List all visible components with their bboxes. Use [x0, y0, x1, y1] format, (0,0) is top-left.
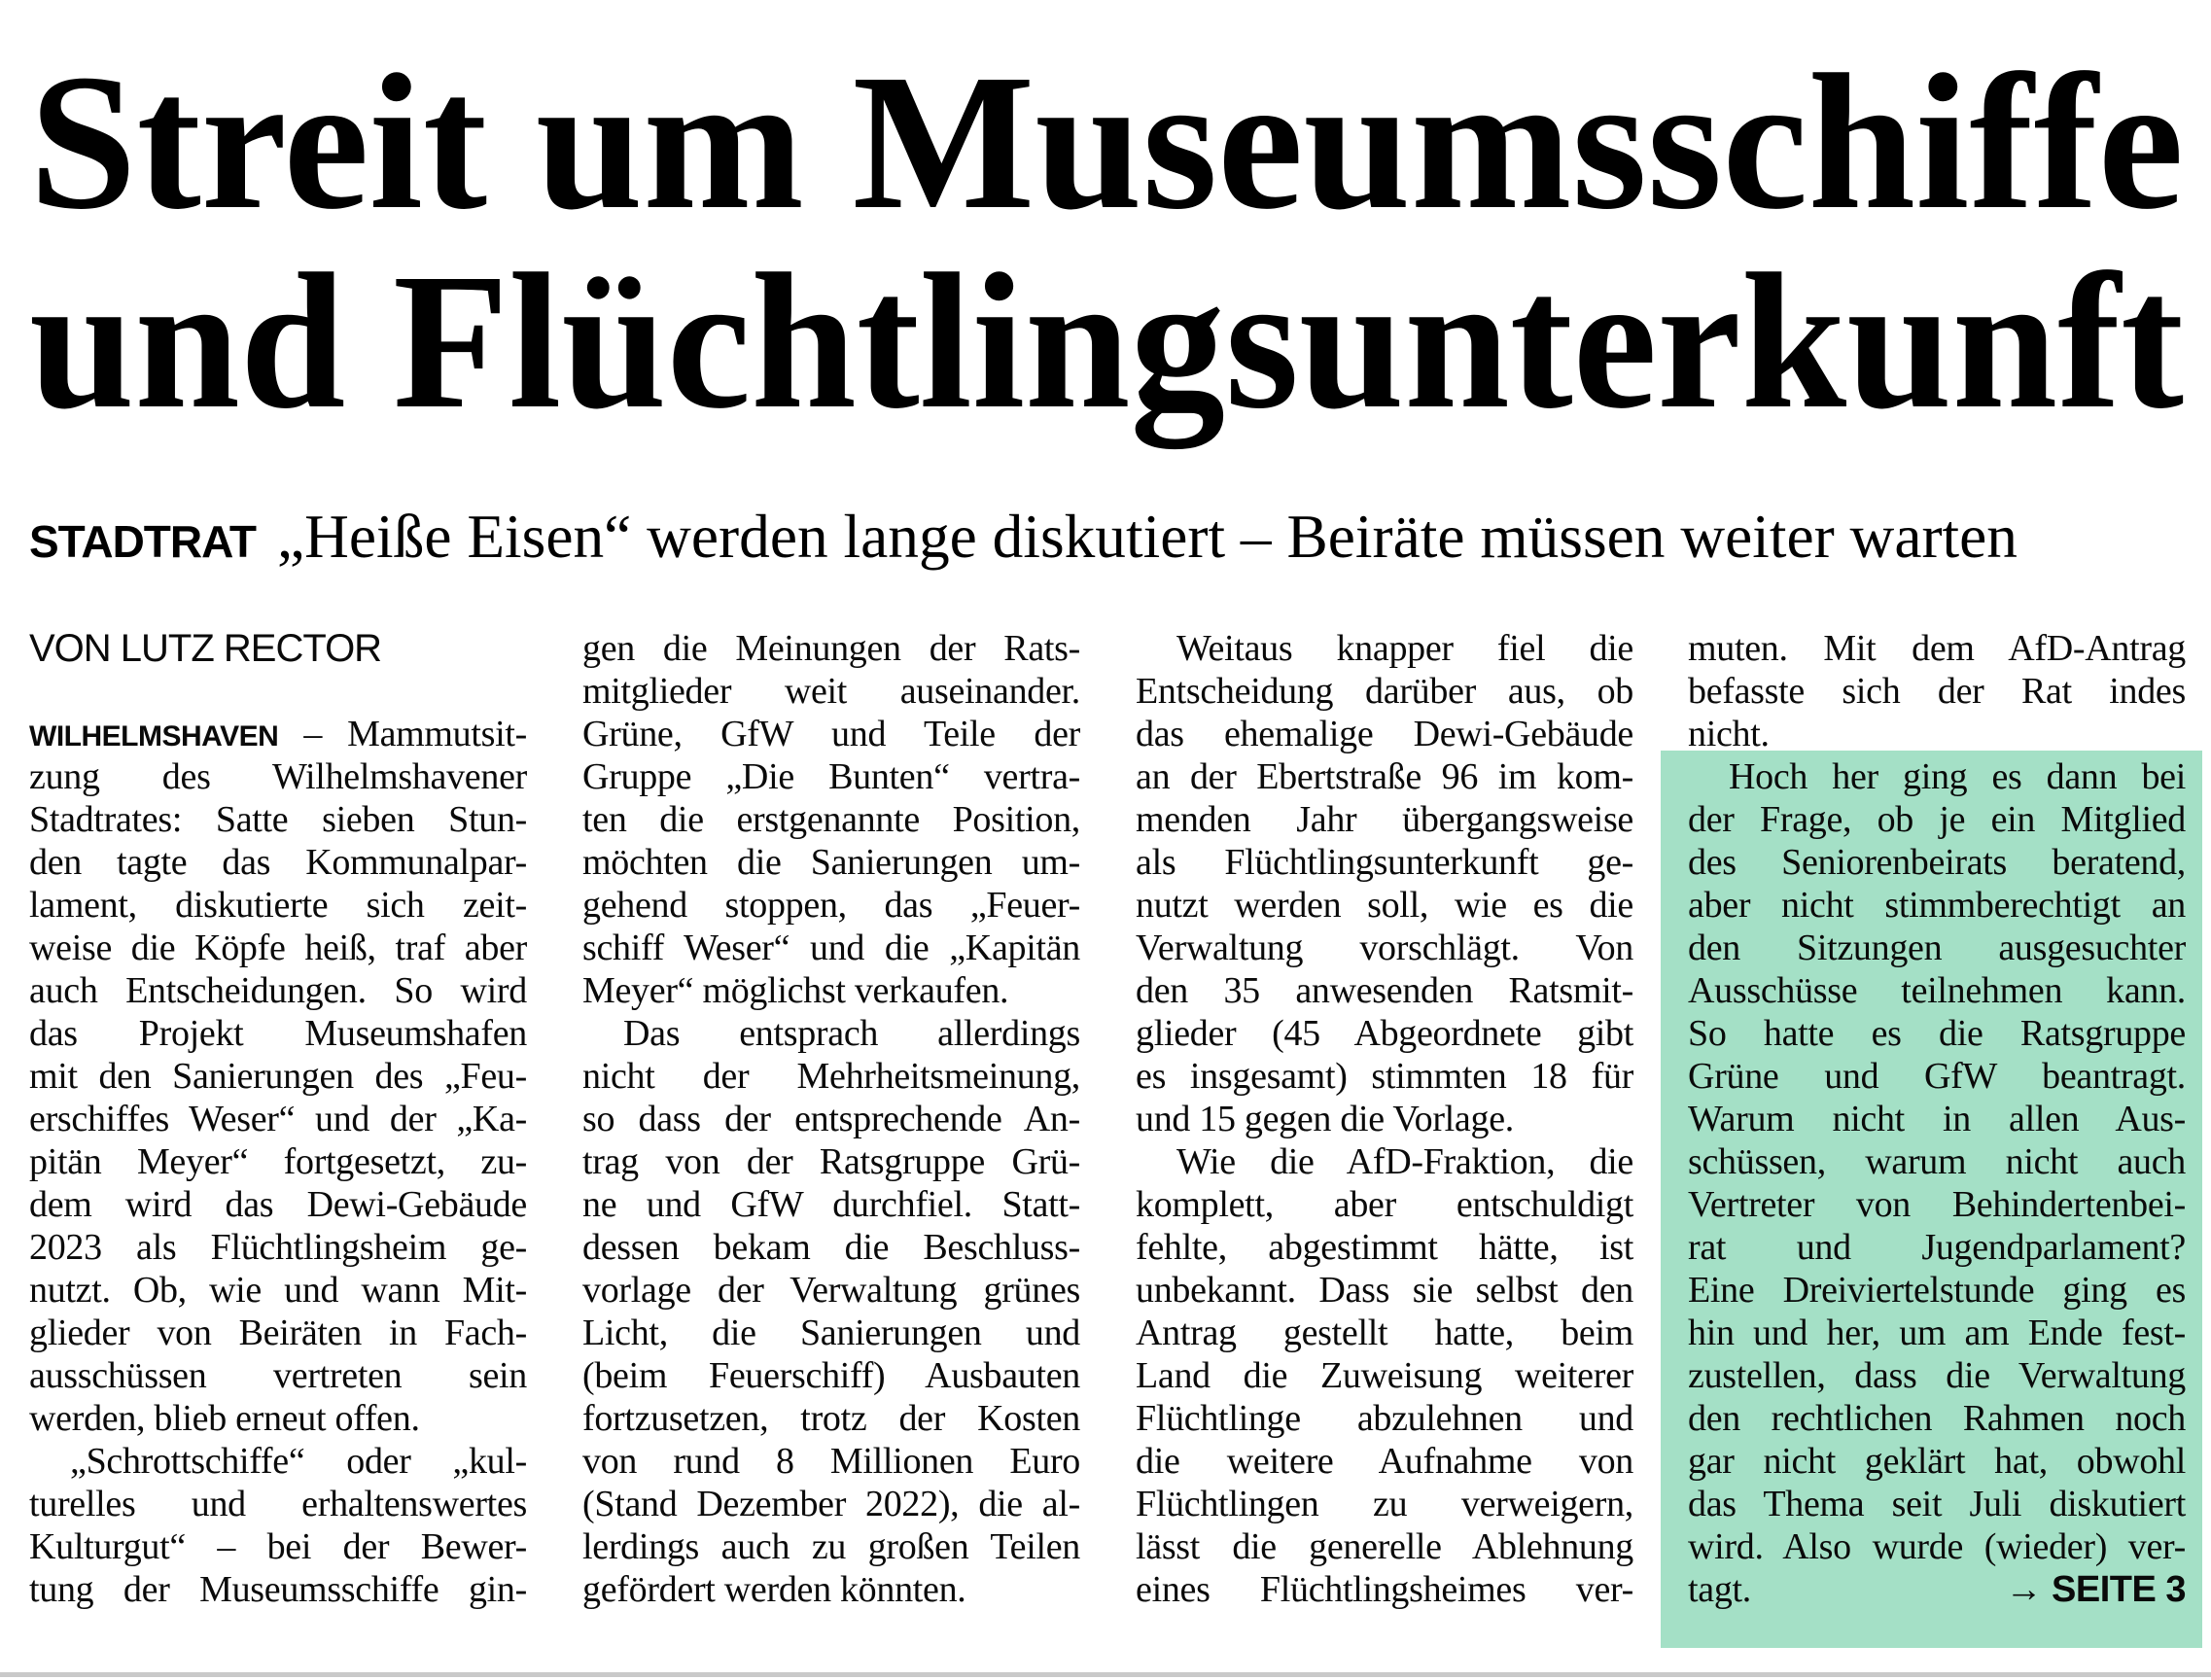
body-line: gar nicht geklärt hat, obwohl	[1688, 1441, 2186, 1482]
byline: VON LUTZ RECTOR	[29, 627, 382, 670]
body-line: den rechtlichen Rahmen noch	[1688, 1398, 2186, 1439]
article-column	[29, 713, 527, 1611]
body-line: gefördert werden könnten.	[582, 1569, 966, 1610]
body-line: von rund 8 Millionen Euro	[582, 1441, 1080, 1482]
body-line: ten die erstgenannte Position,	[582, 799, 1080, 840]
body-line: den tagte das Kommunalpar-	[29, 842, 527, 883]
body-line: als Flüchtlingsunterkunft ge-	[1136, 842, 1633, 883]
body-line: (Stand Dezember 2022), die al-	[582, 1484, 1080, 1524]
body-line: Entscheidung darüber aus, ob	[1136, 671, 1633, 712]
body-line: wird. Also wurde (wieder) ver-	[1688, 1526, 2186, 1567]
body-line: eines Flüchtlingsheimes ver-	[1136, 1569, 1633, 1610]
body-line: glieder von Beiräten in Fach-	[29, 1312, 527, 1353]
body-line: schiff Weser“ und die „Kapitän	[582, 928, 1080, 968]
body-line: rat und Jugendparlament?	[1688, 1227, 2186, 1268]
body-line: Antrag gestellt hatte, beim	[1136, 1312, 1633, 1353]
page-jump[interactable]	[2006, 1568, 2187, 1611]
body-line: pitän Meyer“ fortgesetzt, zu-	[29, 1141, 527, 1182]
body-line: nutzt. Ob, wie und wann Mit-	[29, 1270, 527, 1311]
body-line: Grüne, GfW und Teile der	[582, 714, 1080, 754]
body-line: das Thema seit Juli diskutiert	[1688, 1484, 2186, 1524]
body-line: Licht, die Sanierungen und	[582, 1312, 1080, 1353]
body-line: mitglieder weit auseinander.	[582, 671, 1080, 712]
body-line: fortzusetzen, trotz der Kosten	[582, 1398, 1080, 1439]
body-line: Vertreter von Behindertenbei-	[1688, 1184, 2186, 1225]
body-line: gehend stoppen, das „Feuer-	[582, 885, 1080, 926]
body-line: Verwaltung vorschlägt. Von	[1136, 928, 1633, 968]
article-column	[582, 627, 1080, 1611]
body-line: das ehemalige Dewi-Gebäude	[1136, 714, 1633, 754]
body-line: vorlage der Verwaltung grünes	[582, 1270, 1080, 1311]
body-line: Warum nicht in allen Aus-	[1688, 1099, 2186, 1139]
body-line: weise die Köpfe heiß, traf aber	[29, 928, 527, 968]
body-line: des Seniorenbeirats beratend,	[1688, 842, 2186, 883]
body-line: Stadtrates: Satte sieben Stun-	[29, 799, 527, 840]
body-line: möchten die Sanierungen um-	[582, 842, 1080, 883]
body-line: Weitaus knapper fiel die	[1176, 628, 1633, 669]
body-line: ausschüssen vertreten sein	[29, 1355, 527, 1396]
body-line: auch Entscheidungen. So wird	[29, 970, 527, 1011]
body-line: aber nicht stimmberechtigt an	[1688, 885, 2186, 926]
body-line: Das entsprach allerdings	[623, 1013, 1080, 1054]
kicker-text: „Heiße Eisen“ werden lange diskutiert – Beiräte müssen weiter warten	[277, 502, 2018, 571]
body-line: lament, diskutierte sich zeit-	[29, 885, 527, 926]
body-line: WILHELMSHAVEN – Mammutsit-	[29, 714, 527, 754]
body-line: nicht.	[1688, 714, 1770, 754]
arrow-right-icon: →	[2005, 1569, 2042, 1610]
body-line: komplett, aber entschuldigt	[1136, 1184, 1633, 1225]
kicker-label: STADTRAT	[29, 516, 257, 567]
body-line: zustellen, dass die Verwaltung	[1688, 1355, 2186, 1396]
body-line: nutzt werden soll, wie es die	[1136, 885, 1633, 926]
body-line: und 15 gegen die Vorlage.	[1136, 1099, 1514, 1139]
headline-line-2: und Flüchtlingsunterkunft	[29, 234, 2184, 449]
body-line: glieder (45 Abgeordnete gibt	[1136, 1013, 1633, 1054]
body-line: 2023 als Flüchtlingsheim ge-	[29, 1227, 527, 1268]
body-line: trag von der Ratsgruppe Grü-	[582, 1141, 1080, 1182]
kicker	[29, 486, 2192, 578]
body-line: tung der Museumsschiffe gin-	[29, 1569, 527, 1610]
body-line: die weitere Aufnahme von	[1136, 1441, 1633, 1482]
body-line: lerdings auch zu großen Teilen	[582, 1526, 1080, 1567]
body-line: Flüchtlingen zu verweigern,	[1136, 1484, 1633, 1524]
body-line: ne und GfW durchfiel. Statt-	[582, 1184, 1080, 1225]
body-line: dem wird das Dewi-Gebäude	[29, 1184, 527, 1225]
page-bottom-rule	[0, 1672, 2211, 1677]
body-line: zung des Wilhelmshavener	[29, 756, 527, 797]
body-line: Kulturgut“ – bei der Bewer-	[29, 1526, 527, 1567]
body-line: werden, blieb erneut offen.	[29, 1398, 420, 1439]
dateline-label: WILHELMSHAVEN	[29, 720, 279, 752]
body-line: (beim Feuerschiff) Ausbauten	[582, 1355, 1080, 1396]
body-line: menden Jahr übergangsweise	[1136, 799, 1633, 840]
headline-line-1: Streit um Museumsschiffe	[29, 35, 2184, 250]
body-line: der Frage, ob je ein Mitglied	[1688, 799, 2186, 840]
body-line: nicht der Mehrheitsmeinung,	[582, 1056, 1080, 1097]
page-jump-label: SEITE 3	[2052, 1569, 2186, 1610]
article-column	[1136, 627, 1633, 1611]
headline	[29, 0, 2192, 467]
body-line: Land die Zuweisung weiterer	[1136, 1355, 1633, 1396]
body-line: fehlte, abgestimmt hätte, ist	[1136, 1227, 1633, 1268]
body-line: so dass der entsprechende An-	[582, 1099, 1080, 1139]
body-line: Eine Dreiviertelstunde ging es	[1688, 1270, 2186, 1311]
body-line	[1688, 1568, 2186, 1611]
body-line: Ausschüsse teilnehmen kann.	[1688, 970, 2186, 1011]
body-line: hin und her, um am Ende fest-	[1688, 1312, 2186, 1353]
body-line: mit den Sanierungen des „Feu-	[29, 1056, 527, 1097]
body-line: So hatte es die Ratsgruppe	[1688, 1013, 2186, 1054]
body-line: Flüchtlinge abzulehnen und	[1136, 1398, 1633, 1439]
body-line: dessen bekam die Beschluss-	[582, 1227, 1080, 1268]
body-line: unbekannt. Dass sie selbst den	[1136, 1270, 1633, 1311]
body-line: Wie die AfD-Fraktion, die	[1176, 1141, 1633, 1182]
body-line: den 35 anwesenden Ratsmit-	[1136, 970, 1633, 1011]
body-line: turelles und erhaltenswertes	[29, 1484, 527, 1524]
body-line: erschiffes Weser“ und der „Ka-	[29, 1099, 527, 1139]
body-line: Gruppe „Die Bunten“ vertra-	[582, 756, 1080, 797]
body-line: es insgesamt) stimmten 18 für	[1136, 1056, 1633, 1097]
body-line: Grüne und GfW beantragt.	[1688, 1056, 2186, 1097]
body-line: schüssen, warum nicht auch	[1688, 1141, 2186, 1182]
article-column	[1688, 627, 2186, 1611]
body-line: „Schrottschiffe“ oder „kul-	[70, 1441, 527, 1482]
body-line: Hoch her ging es dann bei	[1729, 756, 2186, 797]
body-line: Meyer“ möglichst verkaufen.	[582, 970, 1009, 1011]
body-line: an der Ebertstraße 96 im kom-	[1136, 756, 1633, 797]
body-line: muten. Mit dem AfD-Antrag	[1688, 628, 2186, 669]
body-line: lässt die generelle Ablehnung	[1136, 1526, 1633, 1567]
body-line: den Sitzungen ausgesuchter	[1688, 928, 2186, 968]
body-line: gen die Meinungen der Rats-	[582, 628, 1080, 669]
body-line: befasste sich der Rat indes	[1688, 671, 2186, 712]
body-line: das Projekt Museumshafen	[29, 1013, 527, 1054]
body-text: tagt.	[1688, 1569, 1751, 1610]
